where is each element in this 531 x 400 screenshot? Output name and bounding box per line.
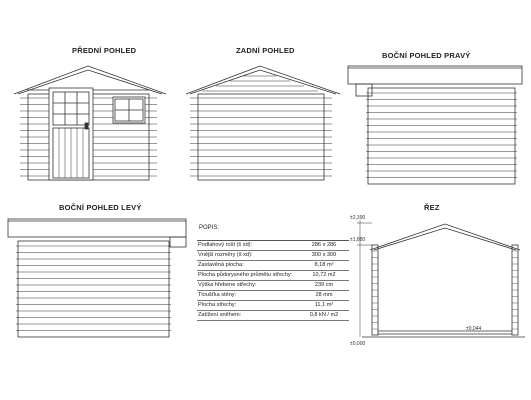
side-left-view-title: BOČNÍ POHLED LEVÝ <box>59 203 142 212</box>
spec-value: 286 x 286 <box>299 241 349 251</box>
spec-value: 11,1 m² <box>299 301 349 311</box>
right-side-elevation <box>348 66 522 184</box>
roof-purlin-right <box>356 84 372 96</box>
description-label: POPIS: <box>199 225 220 231</box>
spec-label: Vnější rozměry (š xd): <box>197 251 299 261</box>
spec-row <box>197 251 349 261</box>
spec-row <box>197 271 349 281</box>
spec-value: 28 mm <box>299 291 349 301</box>
specifications-table <box>197 240 349 321</box>
spec-label: Tloušťka stěny: <box>197 291 299 301</box>
spec-label: Výška hřebene střechy: <box>197 281 299 291</box>
left-wall <box>18 241 169 337</box>
spec-row <box>197 281 349 291</box>
spec-row <box>197 261 349 271</box>
back-elevation <box>186 66 340 180</box>
spec-label: Plocha půdorysného průmětu střechy: <box>197 271 299 281</box>
side-right-view-title: BOČNÍ POHLED PRAVÝ <box>382 51 471 60</box>
eave-dimension: ±1,880 <box>350 237 366 243</box>
ridge-dimension: ±2,390 <box>350 215 366 221</box>
left-side-elevation <box>8 219 186 337</box>
section-view <box>357 220 525 337</box>
roof-fascia-left <box>8 219 186 237</box>
spec-label: Plocha střechy: <box>197 301 299 311</box>
spec-value: 8,18 m² <box>299 261 349 271</box>
right-wall <box>368 88 515 184</box>
door-handle <box>85 123 88 129</box>
spec-value: 0,8 kN / m2 <box>299 311 349 321</box>
floor-dimension: ±0,044 <box>466 326 482 332</box>
spec-value: 239 cm <box>299 281 349 291</box>
spec-row <box>197 291 349 301</box>
spec-row <box>197 311 349 321</box>
back-view-title: ZADNÍ POHLED <box>236 46 295 55</box>
roof-fascia-right <box>348 66 522 84</box>
roof-purlin-left <box>170 237 186 247</box>
spec-row <box>197 301 349 311</box>
front-elevation <box>14 66 166 180</box>
spec-label: Zatížení sněhem: <box>197 311 299 321</box>
ground-dimension: ±0,000 <box>350 341 366 347</box>
spec-row <box>197 241 349 251</box>
spec-value: 10,72 m2 <box>299 271 349 281</box>
spec-value: 300 x 300 <box>299 251 349 261</box>
spec-label: Podlahový rošt (š xd): <box>197 241 299 251</box>
spec-label: Zastavěná plocha: <box>197 261 299 271</box>
section-view-title: ŘEZ <box>424 203 440 212</box>
front-view-title: PŘEDNÍ POHLED <box>72 46 137 55</box>
